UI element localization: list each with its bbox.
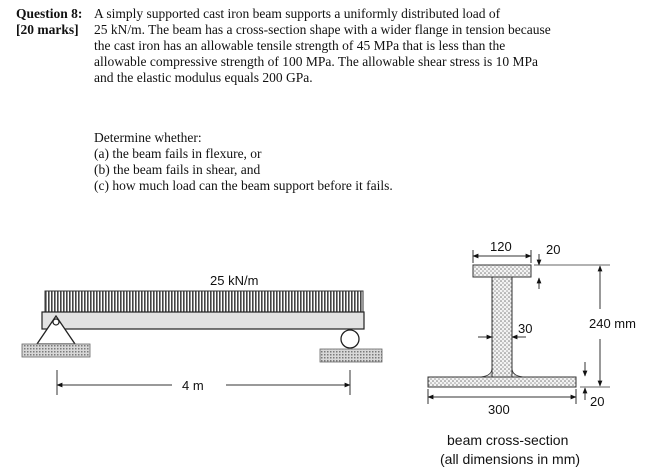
question-line: 25 kN/m. The beam has a cross-section shape with a wider flange in tension because [94,22,551,37]
roller-icon [341,330,359,348]
span-label: 4 m [182,378,204,393]
ground-right [320,349,382,362]
dim-top-thickness: 20 [546,242,561,257]
bottom-flange [428,377,576,387]
question-line: allowable compressive strength of 100 MPa. The allowable shear stress is 10 MPa [94,54,539,69]
beam [42,312,364,329]
determine-heading: Determine whether: [94,130,202,145]
question-line: and the elastic modulus equals 200 GPa. [94,70,313,85]
ground-left [22,344,90,357]
determine-item-a: (a) the beam fails in flexure, or [94,146,262,161]
distributed-load [45,291,363,312]
determine-item-b: (b) the beam fails in shear, and [94,162,261,177]
load-label: 25 kN/m [210,273,259,288]
dim-web-thickness: 30 [518,321,533,336]
pin-icon [53,319,59,325]
section-caption: beam cross-section [447,432,569,448]
section-caption-units: (all dimensions in mm) [440,451,581,467]
dim-height: 240 mm [589,316,636,331]
dim-top-width: 120 [490,239,512,254]
question-number: Question 8: [16,6,83,21]
web [492,277,512,377]
question-line: the cast iron has an allowable tensile strength of 45 MPa that is less than the [94,38,506,53]
top-flange [473,265,531,277]
dim-bottom-thickness: 20 [590,394,605,409]
determine-item-c: (c) how much load can the beam support before it fails. [94,178,393,193]
question-line: A simply supported cast iron beam supports a uniformly distributed load of [94,6,501,21]
question-marks: [20 marks] [16,22,79,37]
dim-bottom-width: 300 [488,402,510,417]
